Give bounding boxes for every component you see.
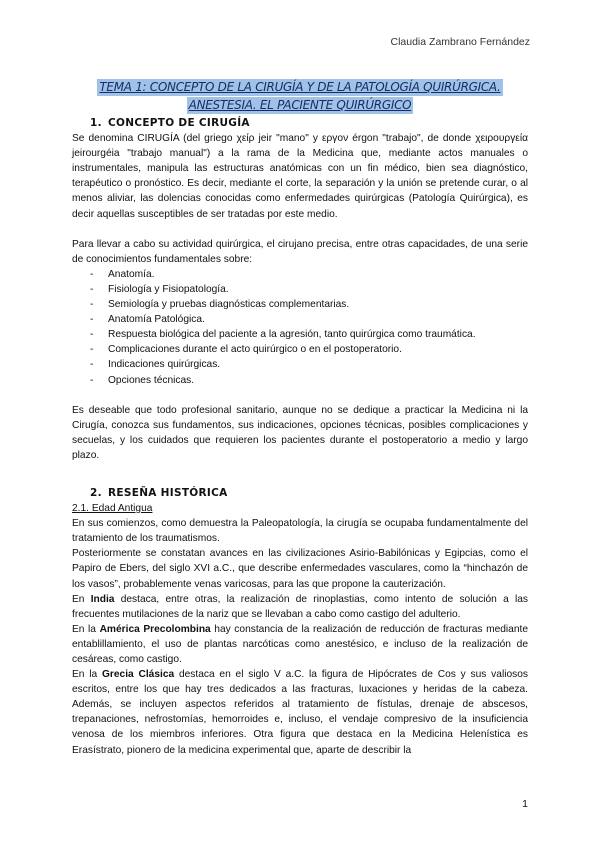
list-item: - Complicaciones durante el acto quirúrgico o en el postoperatorio. (90, 342, 528, 357)
knowledge-list (72, 267, 528, 388)
list-item: - Semiología y pruebas diagnósticas complementarias. (90, 297, 528, 312)
list-item: - Anatomía. (90, 267, 528, 282)
page-number: 1 (522, 798, 528, 810)
section-2-number: 2. (90, 486, 102, 499)
section-1-title: CONCEPTO DE CIRUGÍA (108, 117, 250, 129)
header-author: Claudia Zambrano Fernández (390, 36, 530, 48)
list-item: - Indicaciones quirúrgicas. (90, 357, 528, 372)
section-1-heading (90, 116, 528, 131)
section-2-title: RESEÑA HISTÓRICA (108, 486, 228, 499)
title-line-2: ANESTESIA. EL PACIENTE QUIRÚRGICO (188, 98, 412, 112)
section-1-paragraph-2: Para llevar a cabo su actividad quirúrgica, el cirujano precisa, entre otras capacidades, de una serie de conocimientos fundamentales sobre: (72, 238, 528, 265)
section-2-paragraph-1: En sus comienzos, como demuestra la Paleopatología, la cirugía se ocupaba fundamentalmente del tratamiento de los traumatismos. (72, 518, 528, 545)
section-1-paragraph-1: Se denomina CIRUGÍA (del griego χείρ jeir "mano" y εργον érgon "trabajo", de donde χειρουργεία jeirourgéia "trabajo manual") a la rama de la Medicina que, mediante actos manuales o instrumentales, manipula las estructuras anatómicas con un fin médico, bien sea diagnóstico, terapéutico o pronóstico. Es decir, mediante el corte, la separación y la unión se pretende curar, o al menos aliviar, las dolencias conocidas como enfermedades quirúrgicas (Patología Quirúrgica), es decir aquellas susceptibles de ser tratadas por este medio. (72, 133, 528, 220)
title-line-1: TEMA 1: CONCEPTO DE LA CIRUGÍA Y DE LA PATOLOGÍA QUIRÚRGICA. (99, 80, 501, 94)
section-1-number: 1. (90, 117, 102, 129)
section-2-paragraph-2: Posteriormente se constatan avances en las civilizaciones Asirio-Babilónicas y Egipcias, como el Papiro de Ebers, del siglo XVI a.C., que describe enfermedades vasculares, como la “hinchazón de los vasos”, probablemente venas varicosas, para las que propone la cauterización. (72, 548, 528, 590)
list-item: - Opciones técnicas. (90, 373, 528, 388)
list-item: - Fisiología y Fisiopatología. (90, 282, 528, 297)
document-title (72, 78, 528, 114)
section-2-paragraph-grecia: En la Grecia Clásica destaca en el siglo V a.C. la figura de Hipócrates de Cos y sus valiosos escritos, entre los que hay tres dedicados a las fracturas, luxaciones y heridas de la cabeza. Además, se incluyen aspectos referidos al tratamiento de fístulas, drenaje de abscesos, trepanaciones, nefrostomías, hemorroides e, incluso, el vendaje compresivo de la insuficiencia venosa de los miembros inferiores. Otra figura que destaca en la Medicina Helenística es Erasístrato, pionero de la medicina experimental que, aparte de describir la (72, 669, 528, 756)
subsection-2-1-heading: 2.1. Edad Antigua (72, 503, 153, 515)
section-2-paragraph-america: En la América Precolombina hay constancia de la realización de reducción de fracturas mediante entablillamiento, el uso de plantas narcóticas como anestésico, e incluso de la realización de cesáreas, como castigo. (72, 623, 528, 665)
section-2-heading (90, 486, 528, 501)
document-body (72, 116, 528, 758)
america-term: América Precolombina (99, 623, 211, 635)
list-item: - Respuesta biológica del paciente a la agresión, tanto quirúrgica como traumática. (90, 327, 528, 342)
section-2-paragraph-india: En India destaca, entre otras, la realización de rinoplastias, como intento de solución a las frecuentes mutilaciones de la nariz que se llevaban a cabo como castigo del adulterio. (72, 593, 528, 620)
list-item: - Anatomía Patológica. (90, 312, 528, 327)
india-term: India (90, 593, 115, 605)
section-1-paragraph-3: Es deseable que todo profesional sanitario, aunque no se dedique a practicar la Medicina ni la Cirugía, conozca sus fundamentos, sus indicaciones, opciones técnicas, posibles complicaciones y secuelas, y los cuidados que requieren los pacientes durante el postoperatorio a medio y largo plazo. (72, 404, 528, 461)
grecia-term: Grecia Clásica (101, 669, 175, 681)
